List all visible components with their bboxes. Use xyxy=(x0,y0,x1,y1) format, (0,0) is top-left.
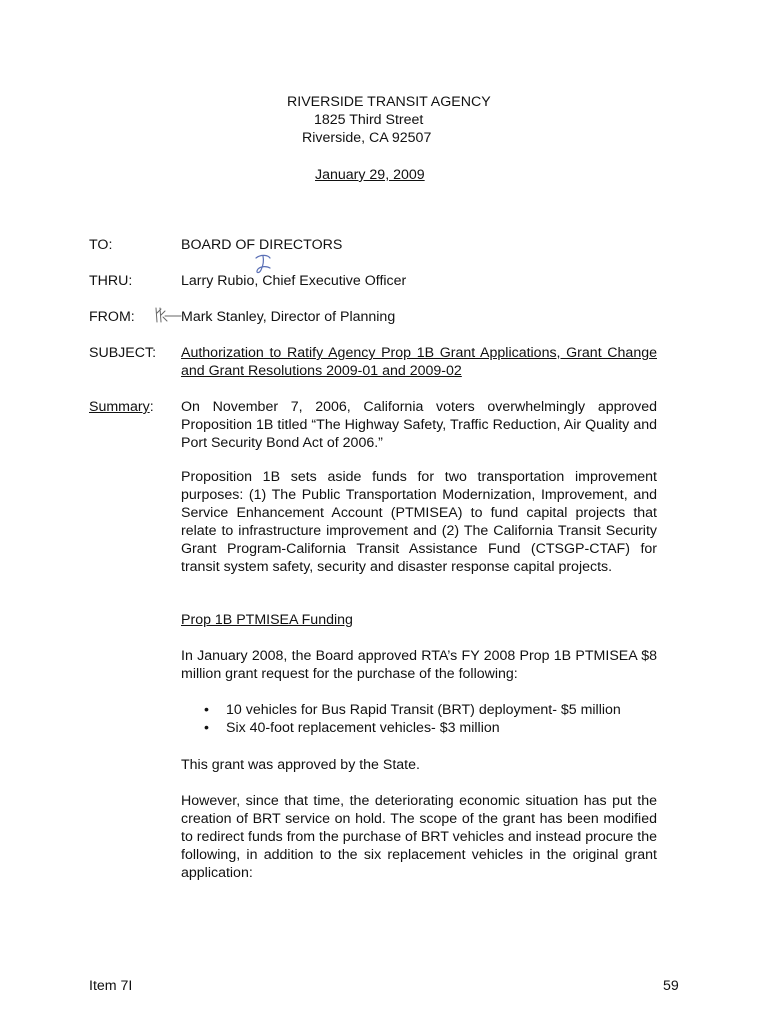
paragraph-prop1b-purposes: Proposition 1B sets aside funds for two transportation improvement purposes: (1) The Public Transportation Modernization, Improvement, and Service Enhancement Account (PTMISEA) to fund capital projects that relate to infrastructure improvement and (2) The California Transit Security Grant Program-California Transit Assistance Fund (CTSGP-CTAF) for transit system safety, security and disaster response capital projects. xyxy=(181,469,657,575)
bullet-icon: • xyxy=(204,720,209,736)
paragraph-grant-approved: This grant was approved by the State. xyxy=(181,757,420,773)
to-value: BOARD OF DIRECTORS xyxy=(181,237,343,253)
subject-value: Authorization to Ratify Agency Prop 1B Grant Applications, Grant Change and Grant Resolutions 2009-01 and 2009-02 xyxy=(181,345,657,379)
paragraph-scope-change: However, since that time, the deteriorating economic situation has put the creation of BRT service on hold. The scope of the grant has been modified to redirect funds from the purchase of BRT vehicles and instead procure the following, in addition to the six replacement vehicles in the original grant application: xyxy=(181,793,657,881)
list-item: • Six 40-foot replacement vehicles- $3 million xyxy=(204,720,500,736)
from-value: Mark Stanley, Director of Planning xyxy=(181,309,396,325)
handwritten-initials-icon xyxy=(153,305,183,325)
summary-heading: Summary: xyxy=(89,399,154,415)
subject-label: SUBJECT: xyxy=(89,345,157,361)
footer-item-label: Item 7I xyxy=(89,978,133,994)
to-label: TO: xyxy=(89,237,113,253)
agency-city: Riverside, CA 92507 xyxy=(302,130,432,146)
paragraph-prop1b-approval: On November 7, 2006, California voters overwhelmingly approved Proposition 1B titled “The Highway Safety, Traffic Reduction, Air Quality and Port Security Bond Act of 2006.” xyxy=(181,399,657,451)
paragraph-grant-request: In January 2008, the Board approved RTA’s FY 2008 Prop 1B PTMISEA $8 million grant request for the purchase of the following: xyxy=(181,648,657,682)
subject-row xyxy=(89,344,659,380)
handwritten-initials-icon xyxy=(252,252,274,280)
thru-value: Larry Rubio, Chief Executive Officer xyxy=(181,273,407,289)
list-item: • 10 vehicles for Bus Rapid Transit (BRT) deployment- $5 million xyxy=(204,702,621,718)
from-label: FROM: xyxy=(89,309,135,325)
memo-date: January 29, 2009 xyxy=(315,167,425,183)
agency-street: 1825 Third Street xyxy=(314,112,424,128)
section-heading-ptmisea: Prop 1B PTMISEA Funding xyxy=(181,612,353,628)
agency-name: RIVERSIDE TRANSIT AGENCY xyxy=(287,94,491,110)
grant-items-list xyxy=(200,701,660,737)
bullet-icon: • xyxy=(204,702,209,718)
thru-label: THRU: xyxy=(89,273,133,289)
footer-page-number: 59 xyxy=(663,978,679,994)
